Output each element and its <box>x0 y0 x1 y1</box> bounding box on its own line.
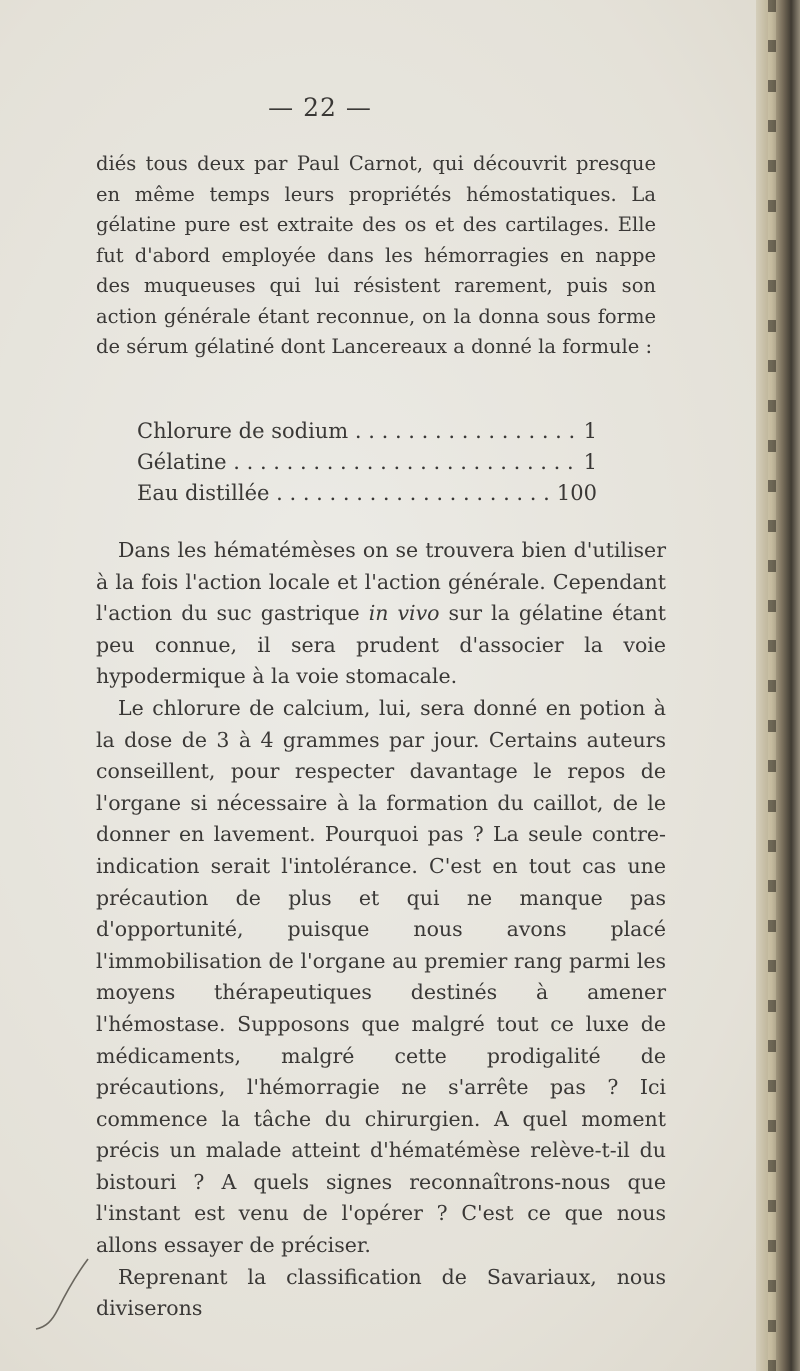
page-number: — 22 — <box>268 93 372 122</box>
formula-quantity: 1 <box>583 419 597 443</box>
formula-row <box>137 478 597 509</box>
formula-quantity: 1 <box>583 450 597 474</box>
book-binding-edge <box>756 0 800 1371</box>
formula-row <box>137 416 597 447</box>
formula-row <box>137 447 597 478</box>
formula-quantity: 100 <box>556 481 597 505</box>
paragraph-hematemesis-start: Dans les hématémèses on se trouvera bien d'utiliser à la fois l'action locale et l'action générale. Cependant l'action du suc gastrique <box>96 538 666 626</box>
paragraph-hematemesis <box>96 535 666 693</box>
formula-ingredient: Eau distillée . . . <box>137 478 551 509</box>
pencil-mark-icon <box>32 1255 92 1335</box>
intro-paragraph <box>96 149 656 363</box>
paragraph-calcium-chloride: Le chlorure de calcium, lui, sera donné en potion à la dose de 3 à 4 grammes par jour. Certains auteurs conseillent, pour respecter davantage le repos de l'organe si nécessaire à la formation du caillot, de le donner en lavement. Pourquoi pas ? La seule contre-indication serait l'intolérance. C'est en tout cas une précaution de plus et qui ne manque pas d'opportunité, puisque nous avons placé l'immobilisation de l'organe au premier rang parmi les moyens thérapeutiques destinés à amener l'hémostase. Supposons que malgré tout ce luxe de médicaments, malgré cette prodigalité de précautions, l'hémorragie ne s'arrête pas ? Ici commence la tâche du chirurgien. A quel moment précis un malade atteint d'hématémèse relève-t-il du bistouri ? A quels signes reconnaîtrons-nous que l'instant est venu de l'opérer ? C'est ce que nous allons essayer de préciser. <box>96 695 666 1258</box>
intro-paragraph-text: diés tous deux par Paul Carnot, qui découvrit presque en même temps leurs propriétés hémostatiques. La gélatine pure est extraite des os et des cartilages. Elle fut d'abord employée dans les hémorragies en nappe des muqueuses qui lui résistent rarement, puis son action générale étant reconnue, on la donna sous forme de sérum gélatiné dont Lancereaux a donné la formule : <box>96 152 656 358</box>
paragraph-hematemesis-italic: in vivo <box>368 601 440 626</box>
serum-formula <box>137 416 597 509</box>
paragraph-hematemesis-end: sur la gélatine étant peu connue, il sera prudent d'associer la voie hypodermique à la voie stomacale. <box>96 601 667 689</box>
formula-ingredient: Gélatine . . . <box>137 447 578 478</box>
paragraph-classification: Reprenant la classification de Savariaux, nous diviserons <box>96 1264 666 1321</box>
formula-ingredient: Chlorure de sodium . . . <box>137 416 578 447</box>
main-text <box>96 535 666 1325</box>
